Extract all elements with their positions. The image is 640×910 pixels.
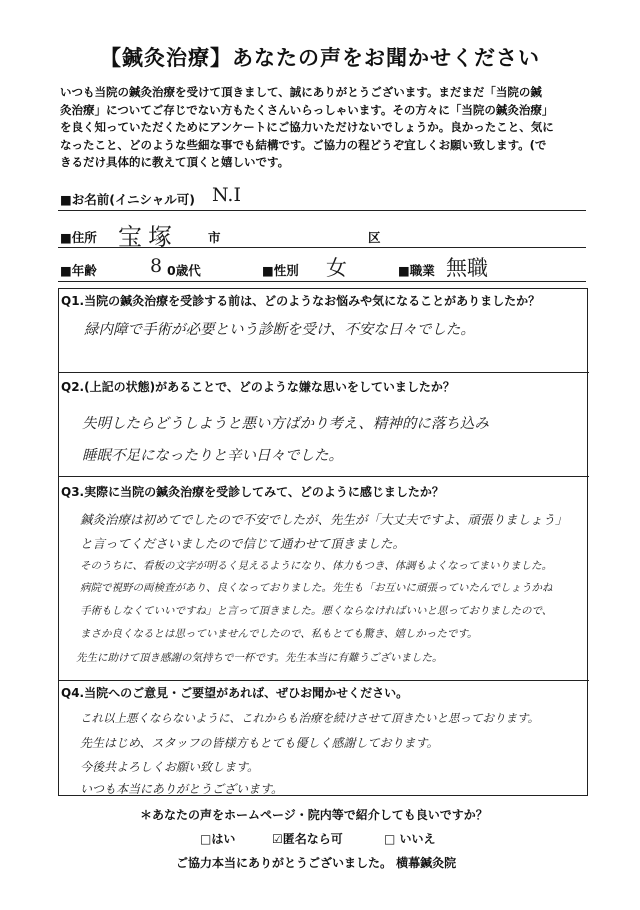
q2-answer-line: 失明したらどうしようと悪い方ばかり考え、精神的に落ち込み <box>82 416 489 432</box>
q3-answer-line: 鍼灸治療は初めてでしたので不安でしたが、先生が「大丈夫ですよ、頑張りましょう」 <box>80 512 568 527</box>
intro-line: きるだけ具体的に教えて頂くと嬉しいです。 <box>60 155 290 169</box>
consent-question: ＊あなたの声をホームページ・院内等で紹介しても良いですか？ <box>140 808 488 822</box>
job-label: ■職業 <box>398 263 435 278</box>
q4-answer-line: これ以上悪くならないように、これからも治療を続けさせて頂きたいと思っております。 <box>80 711 540 725</box>
q-divider <box>58 372 589 373</box>
q3-answer-line: 手術もしなくていいですね」と言って頂きました。悪くならなければいいと思っておりましたので、 <box>80 605 553 617</box>
option-anonymous[interactable]: ☑匿名なら可 <box>272 832 343 846</box>
intro-line: いつも当院の鍼灸治療を受けて頂きまして、誠にありがとうございます。まだまだ「当院の鍼 <box>60 85 542 99</box>
age-value: 8 <box>150 255 163 277</box>
gender-value: 女 <box>326 256 347 280</box>
q3-answer-line: そのうちに、看板の文字が明るく見えるようになり、体力もつき、体調もよくなってまいりました。 <box>80 560 553 572</box>
address-underline <box>58 247 586 248</box>
ward-suffix: 区 <box>368 230 381 245</box>
q4-answer-line: 先生はじめ、スタッフの皆様方もとても優しく感謝しております。 <box>80 736 439 750</box>
age-suffix: 0歳代 <box>167 263 201 278</box>
intro-line: 灸治療」についてご存じでない方もたくさんいらっしゃいます。その方々に「当院の鍼灸治療」 <box>60 102 554 117</box>
q-divider <box>58 476 589 477</box>
q3-title: Q3.実際に当院の鍼灸治療を受診してみて、どのように感じましたか？ <box>61 485 444 499</box>
option-yes[interactable]: □はい <box>200 832 236 846</box>
intro-line: を良く知っていただくためにアンケートにご協力いただけないでしょうか。良かったこと、気に <box>60 120 554 134</box>
q4-answer-line: 今後共よろしくお願い致します。 <box>80 760 260 774</box>
q-divider <box>58 680 589 681</box>
name-label: ■お名前(イニシャル可) <box>60 192 195 207</box>
q4-answer-line: いつも本当にありがとうございます。 <box>80 782 284 796</box>
city-suffix: 市 <box>208 230 221 245</box>
job-value: 無職 <box>446 256 488 280</box>
option-no[interactable]: □ いいえ <box>384 832 436 846</box>
q3-answer-line: まさか良くなるとは思っていませんでしたので、私もとても驚き、嬉しかったです。 <box>80 628 478 640</box>
q1-answer-line: 緑内障で手術が必要という診断を受け、不安な日々でした。 <box>84 322 475 338</box>
age-gender-job-underline <box>58 281 586 282</box>
q3-answer-line: 病院で視野の両検査があり、良くなっておりました。先生も「お互いに頑張っていたんでしょうかね <box>80 582 553 594</box>
page-title: 【鍼灸治療】あなたの声をお聞かせください <box>100 46 540 70</box>
address-label: ■住所 <box>60 230 97 245</box>
q3-answer-line: 先生に助けて頂き感謝の気持ちで一杯です。先生本当に有難うございました。 <box>76 652 443 664</box>
name-underline <box>58 210 586 211</box>
q4-title: Q4.当院へのご意見・ご要望があれば、ぜひお聞かせください。 <box>61 686 409 700</box>
q3-answer-line: と言ってくださいましたので信じて通わせて頂きました。 <box>80 536 406 551</box>
q2-answer-line: 睡眠不足になったりと辛い日々でした。 <box>82 448 343 464</box>
thanks-message: ご協力本当にありがとうございました。 横幕鍼灸院 <box>176 856 457 870</box>
q2-title: Q2.(上記の状態)があることで、どのような嫌な思いをしていましたか？ <box>61 380 455 394</box>
age-label: ■年齢 <box>60 263 97 278</box>
name-value: N.I <box>212 184 241 206</box>
gender-label: ■性別 <box>262 263 299 278</box>
q1-title: Q1.当院の鍼灸治療を受診する前は、どのようなお悩みや気になることがありましたか？ <box>61 294 541 308</box>
intro-text <box>60 84 590 172</box>
intro-line: なったこと、どのような些細な事でも結構です。ご協力の程どうぞ宜しくお願い致します。(で <box>60 137 547 152</box>
city-value: 宝塚 <box>118 223 178 251</box>
